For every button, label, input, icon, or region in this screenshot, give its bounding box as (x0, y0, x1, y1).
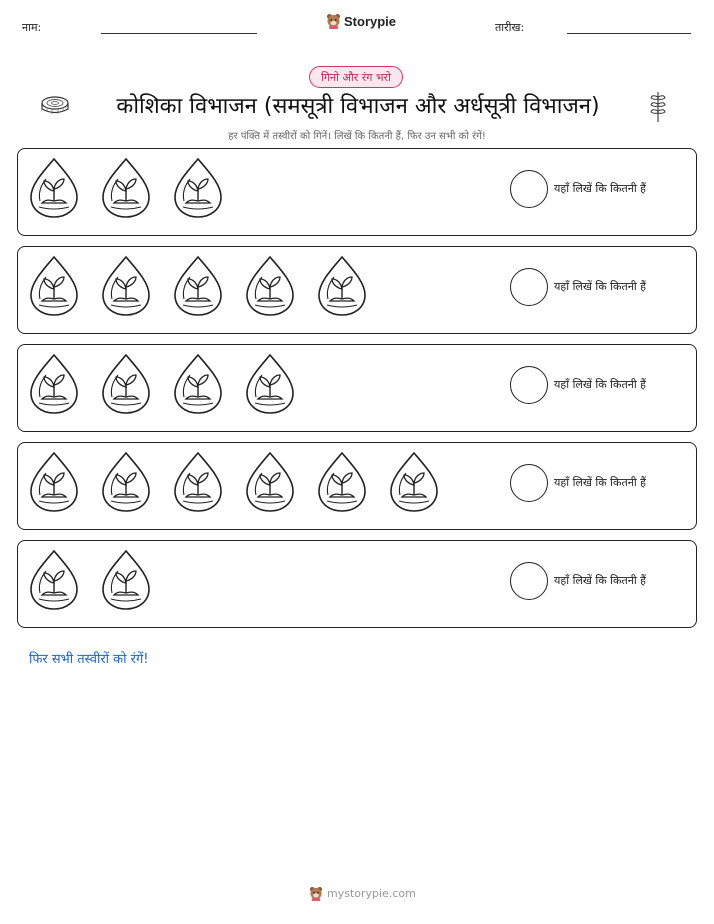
footer-instruction: फिर सभी तस्वीरों को रंगें! (29, 652, 149, 667)
answer-circle[interactable] (510, 170, 548, 208)
leaf-branch-icon (648, 89, 668, 123)
tree-stump-icon (40, 94, 70, 118)
page-title: कोशिका विभाजन (समसूत्री विभाजन और अर्धसूत्री विभाजन) (116, 94, 600, 119)
row-prompt: यहाँ लिखें कि कितनी हैं (554, 378, 647, 391)
counting-row (17, 148, 697, 236)
row-prompt: यहाँ लिखें कि कितनी हैं (554, 574, 647, 587)
sprout-seed-icon[interactable] (100, 451, 152, 513)
site-footer (309, 886, 416, 901)
sprout-seed-icon[interactable] (100, 255, 152, 317)
bear-mascot-icon (309, 886, 323, 901)
sprout-seed-icon[interactable] (28, 549, 80, 611)
date-label: तारीख: (495, 21, 525, 34)
sprout-seed-icon[interactable] (244, 353, 296, 415)
site-url: mystorypie.com (327, 887, 416, 900)
row-prompt: यहाँ लिखें कि कितनी हैं (554, 182, 647, 195)
answer-circle[interactable] (510, 268, 548, 306)
sprout-seed-icon[interactable] (28, 157, 80, 219)
sprout-seed-icon[interactable] (388, 451, 440, 513)
row-prompt: यहाँ लिखें कि कितनी हैं (554, 280, 647, 293)
sprout-seed-icon[interactable] (172, 353, 224, 415)
activity-badge: गिनो और रंग भरो (309, 66, 403, 88)
bear-mascot-icon (326, 13, 341, 29)
sprout-seed-icon[interactable] (28, 255, 80, 317)
answer-circle[interactable] (510, 366, 548, 404)
answer-circle[interactable] (510, 562, 548, 600)
brand-logo (326, 13, 396, 29)
sprout-seed-icon[interactable] (172, 451, 224, 513)
sprout-seed-icon[interactable] (100, 549, 152, 611)
brand-name: Storypie (344, 13, 397, 29)
date-line[interactable] (567, 33, 691, 34)
counting-row (17, 344, 697, 432)
sprout-seed-icon[interactable] (316, 451, 368, 513)
row-prompt: यहाँ लिखें कि कितनी हैं (554, 476, 647, 489)
sprout-seed-icon[interactable] (172, 255, 224, 317)
name-label: नाम: (22, 21, 42, 34)
counting-row (17, 442, 697, 530)
answer-circle[interactable] (510, 464, 548, 502)
sprout-seed-icon[interactable] (100, 353, 152, 415)
sprout-seed-icon[interactable] (244, 451, 296, 513)
sprout-seed-icon[interactable] (316, 255, 368, 317)
instruction-text: हर पंक्ति में तस्वीरों को गिनें। लिखें कि कितनी हैं, फिर उन सभी को रंगें! (228, 131, 486, 142)
counting-row (17, 246, 697, 334)
sprout-seed-icon[interactable] (100, 157, 152, 219)
counting-row (17, 540, 697, 628)
sprout-seed-icon[interactable] (28, 451, 80, 513)
sprout-seed-icon[interactable] (172, 157, 224, 219)
name-line[interactable] (101, 33, 257, 34)
sprout-seed-icon[interactable] (244, 255, 296, 317)
sprout-seed-icon[interactable] (28, 353, 80, 415)
